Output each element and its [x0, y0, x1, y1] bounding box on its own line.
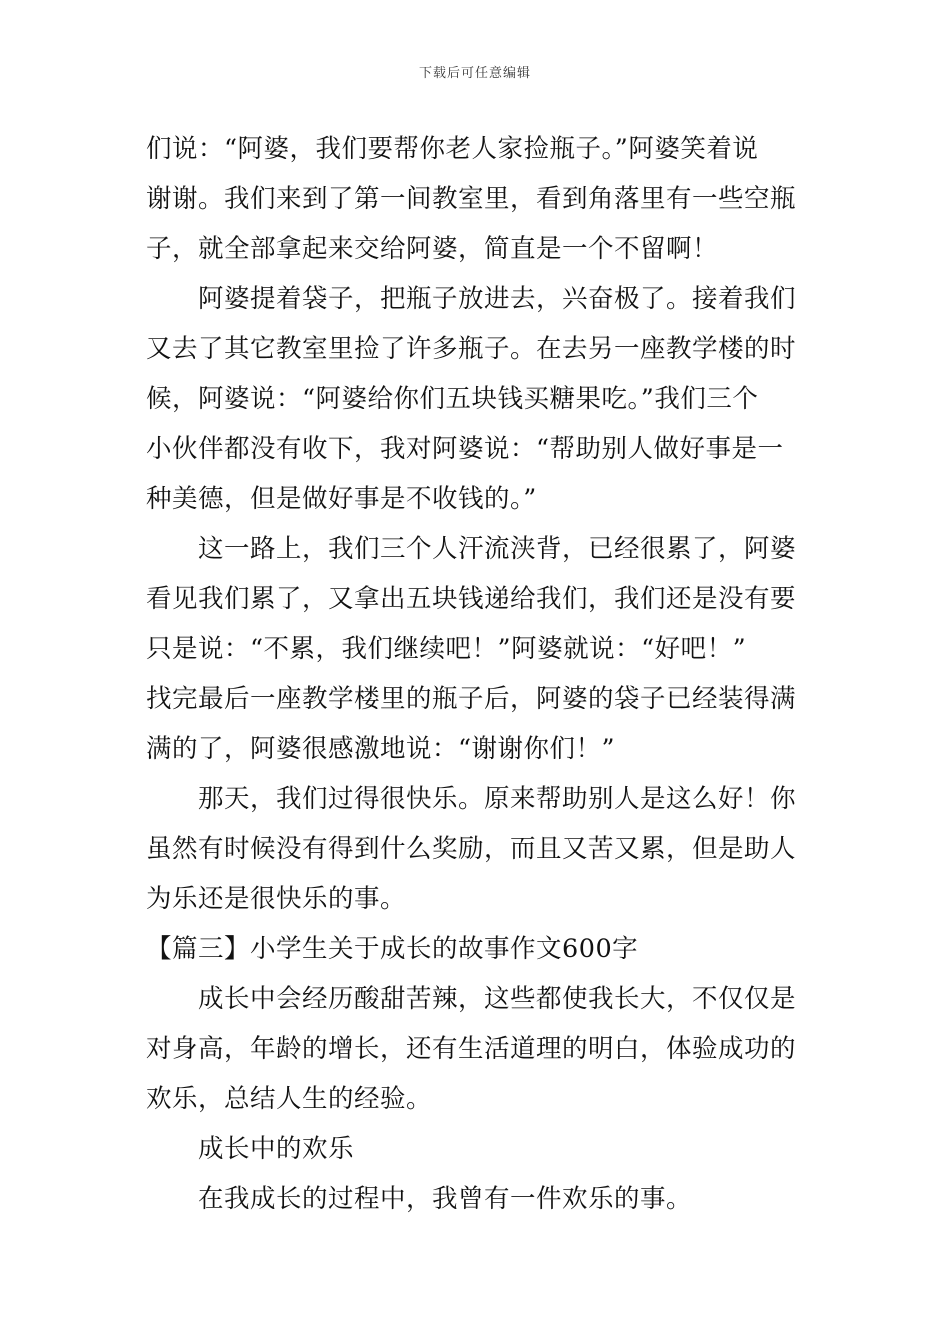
text-line: 候，阿婆说：“阿婆给你们五块钱买糖果吃。”我们三个	[146, 384, 759, 414]
paragraph-start-line: 成长中会经历酸甜苦辣，这些都使我长大，不仅仅是	[198, 984, 797, 1014]
text-line: 小伙伴都没有收下，我对阿婆说：“帮助别人做好事是一	[146, 434, 784, 464]
text-line: 们说：“阿婆，我们要帮你老人家捡瓶子。”阿婆笑着说	[146, 134, 759, 164]
text-line: 种美德，但是做好事是不收钱的。”	[146, 484, 537, 514]
text-line: 对身高，年龄的增长，还有生活道理的明白，体验成功的	[146, 1034, 797, 1064]
text-line: 又去了其它教室里捡了许多瓶子。在去另一座教学楼的时	[146, 334, 797, 364]
paragraph-start-line: 那天，我们过得很快乐。原来帮助别人是这么好！你	[198, 784, 797, 814]
text-line: 虽然有时候没有得到什么奖励，而且又苦又累，但是助人	[146, 834, 797, 864]
text-line: 只是说：“不累，我们继续吧！”阿婆就说：“好吧！”	[146, 634, 747, 664]
text-line: 欢乐，总结人生的经验。	[146, 1084, 433, 1114]
paragraph-start-line: 阿婆提着袋子，把瓶子放进去，兴奋极了。接着我们	[198, 284, 797, 314]
text-line: 看见我们累了，又拿出五块钱递给我们，我们还是没有要	[146, 584, 797, 614]
page-header: 下载后可任意编辑	[418, 66, 531, 81]
text-line: 找完最后一座教学楼里的瓶子后，阿婆的袋子已经装得满	[146, 684, 797, 714]
text-line: 为乐还是很快乐的事。	[146, 884, 407, 914]
paragraph-start-line: 这一路上，我们三个人汗流浃背，已经很累了，阿婆	[198, 534, 797, 564]
subheading: 成长中的欢乐	[198, 1134, 355, 1164]
text-line: 满的了，阿婆很感激地说：“谢谢你们！”	[146, 734, 616, 764]
text-line: 谢谢。我们来到了第一间教室里，看到角落里有一些空瓶	[146, 184, 797, 214]
section-heading: 【篇三】小学生关于成长的故事作文600字	[146, 934, 639, 964]
document-body	[146, 124, 808, 1224]
text-line: 子，就全部拿起来交给阿婆，简直是一个不留啊！	[146, 234, 719, 264]
paragraph-start-line: 在我成长的过程中，我曾有一件欢乐的事。	[198, 1184, 693, 1214]
